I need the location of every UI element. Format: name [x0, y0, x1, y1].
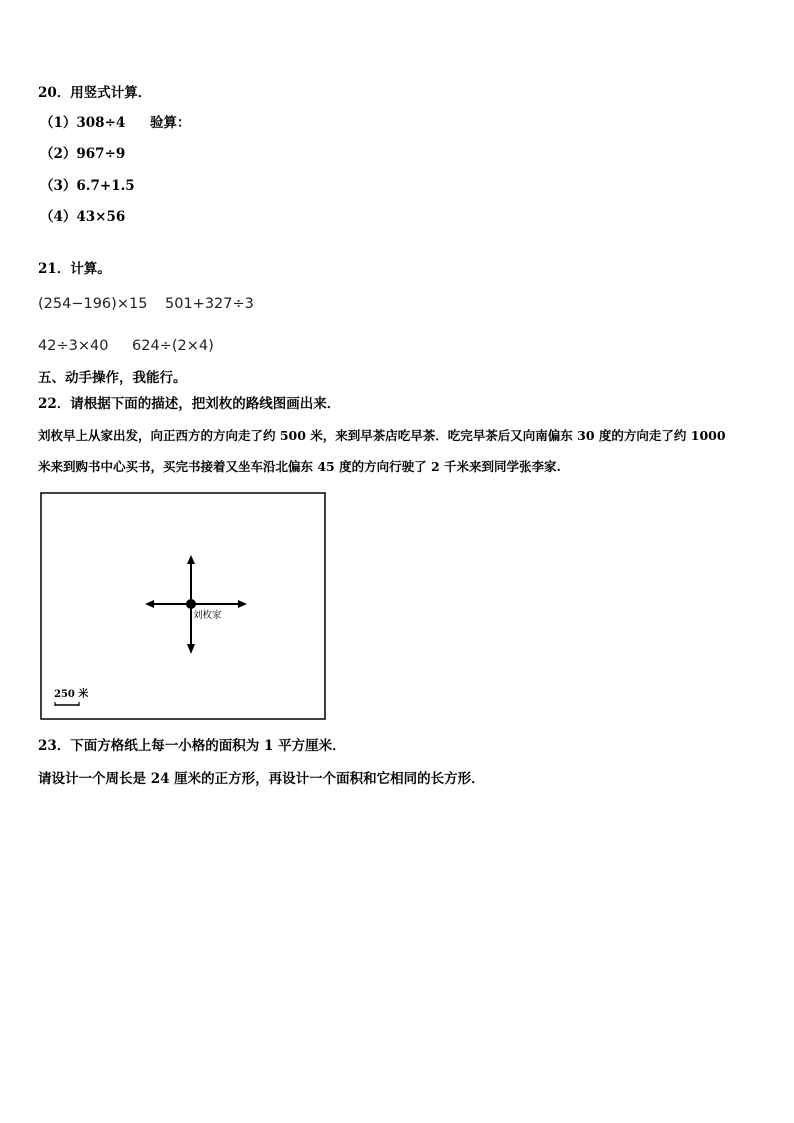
q23-title: 23．下面方格纸上每一小格的面积为 1 平方厘米． — [38, 738, 346, 754]
q20-verify-label: 验算： — [150, 115, 191, 131]
route-map-svg — [40, 492, 326, 720]
q22-description-line-1: 刘枚早上从家出发，向正西方的方向走了约 500 米，来到早茶店吃早茶．吃完早茶后又向南偏东 30 度的方向走了约 1000 — [38, 428, 726, 443]
map-border — [41, 493, 325, 719]
q20-item-1: （1）308÷4 — [40, 115, 126, 131]
q21-expr-1: (254−196)×15 — [38, 296, 148, 312]
q20-item-4: （4）43×56 — [40, 209, 126, 225]
q22-title: 22．请根据下面的描述，把刘枚的路线图画出来． — [38, 396, 341, 412]
q23-description: 请设计一个周长是 24 厘米的正方形，再设计一个面积和它相同的长方形． — [38, 771, 485, 787]
home-dot-icon — [186, 599, 196, 609]
q20-title: 20．用竖式计算． — [38, 85, 152, 101]
home-label: 刘枚家 — [193, 610, 222, 621]
q21-expr-2: 501+327÷3 — [165, 296, 254, 312]
q22-description-line-2: 米来到购书中心买书，买完书接着又坐车沿北偏东 45 度的方向行驶了 2 千米来到同学张李家. — [38, 459, 561, 474]
q20-item-2: （2）967÷9 — [40, 146, 126, 162]
q20-item-3: （3）6.7+1.5 — [40, 178, 135, 194]
route-map-figure — [40, 492, 326, 720]
q21-expr-3: 42÷3×40 — [38, 338, 109, 354]
scale-label: 250 米 — [54, 689, 89, 700]
q21-title: 21．计算。 — [38, 261, 111, 277]
q21-expr-4: 624÷(2×4) — [132, 338, 214, 354]
section-5-heading: 五、动手操作，我能行。 — [38, 370, 187, 386]
